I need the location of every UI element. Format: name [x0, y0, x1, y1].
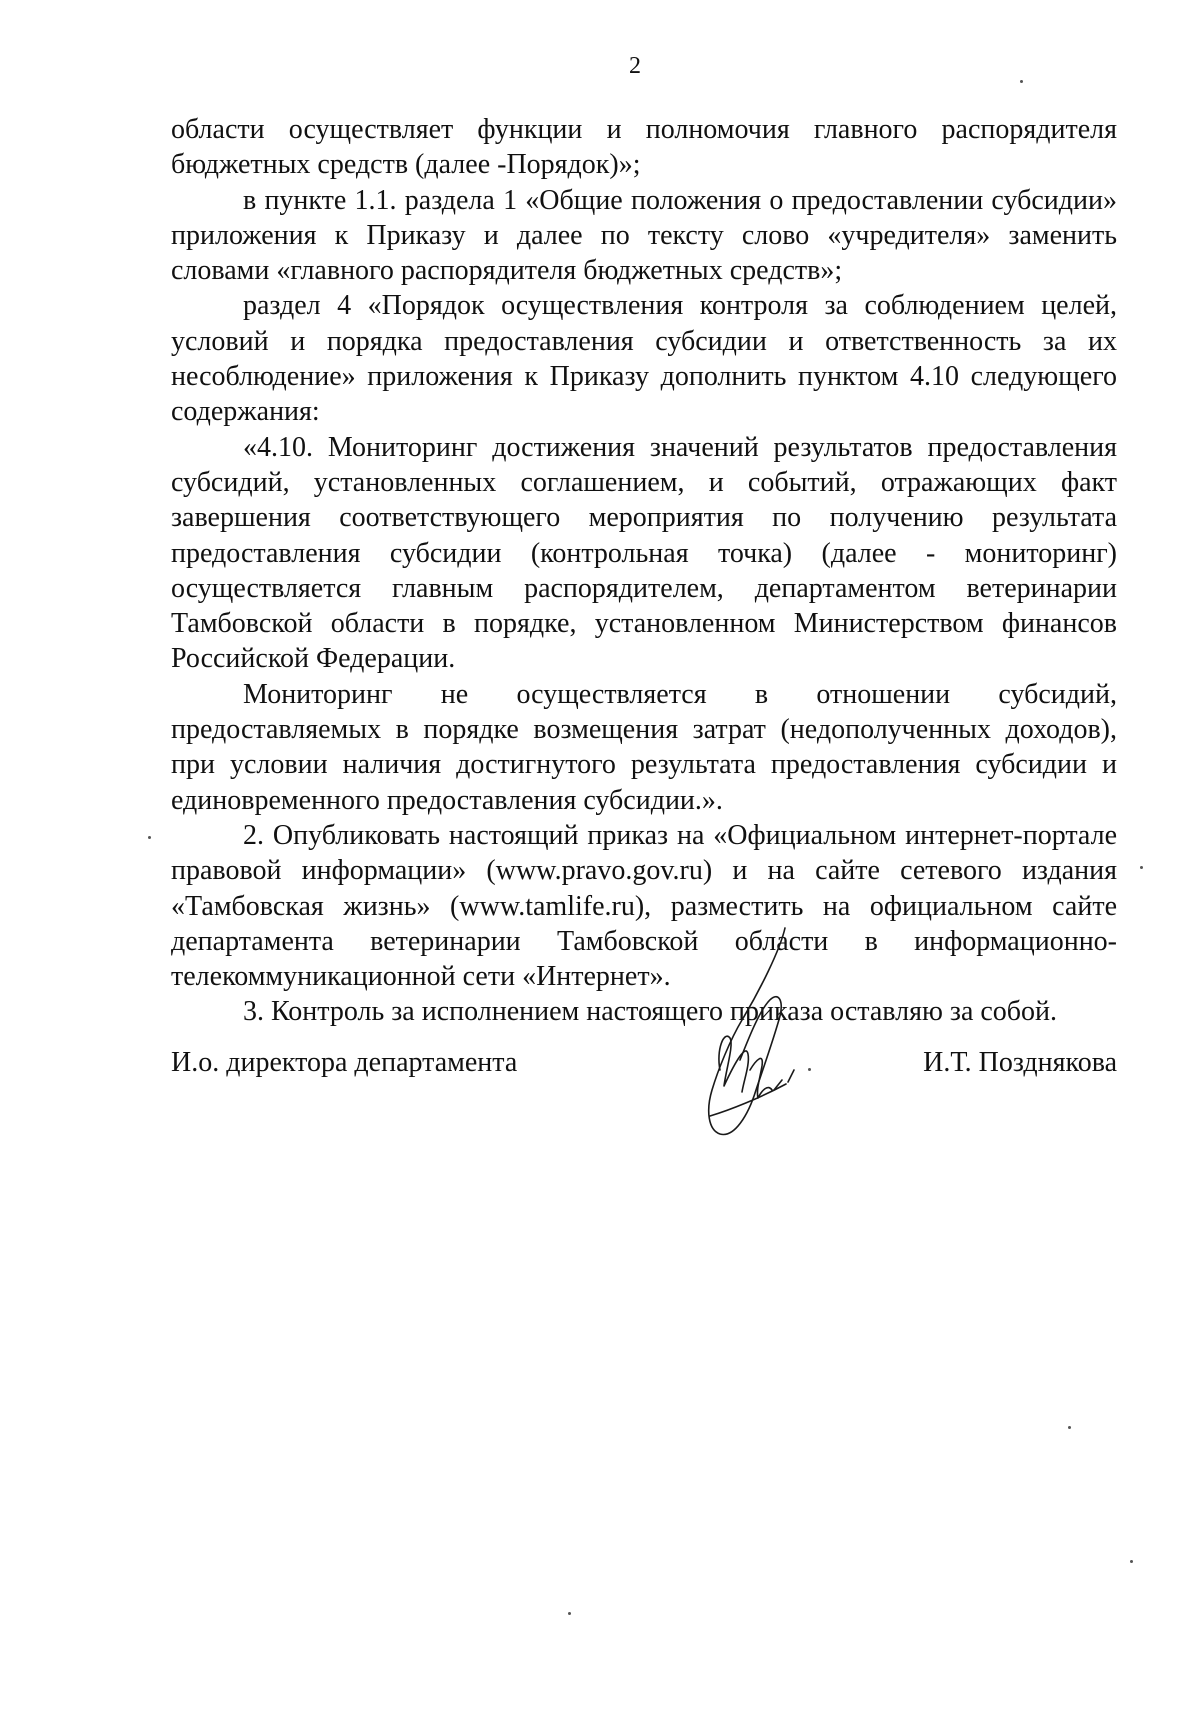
signature-block [171, 1045, 1117, 1085]
paragraph-monitoring-exception: Мониторинг не осуществляется в отношении субсидий, предоставляемых в порядке возмещения затрат (недополученных доходов), при условии наличия достигнутого результата предоставления субсидии и единовременного предоставления субсидии.». [171, 678, 1117, 816]
scan-speck [1130, 1560, 1133, 1563]
scan-speck [1020, 80, 1023, 83]
signer-position: И.о. директора департамента [171, 1047, 518, 1078]
paragraph-section-4: раздел 4 «Порядок осуществления контроля за соблюдением целей, условий и порядка предоставления субсидии и ответственность за их несоблюдение» приложения к Приказу дополнить пунктом 4.10 следующего содержания: [171, 290, 1117, 428]
paragraph-item-4-10: «4.10. Мониторинг достижения значений результатов предоставления субсидий, установленных соглашением, и событий, отражающих факт завершения соответствующего мероприятия по получению результата предоставления субсидии (контрольная точка) (далее - мониторинг) осуществляется главным распорядителем, департаментом ветеринарии Тамбовской области в порядке, установленном Министерством финансов Российской Федерации. [171, 431, 1117, 675]
paragraph-clause-1-1: в пункте 1.1. раздела 1 «Общие положения о предоставлении субсидии» приложения к Приказу и далее по тексту слово «учредителя» заменить словами «главного распорядителя бюджетных средств»; [171, 184, 1117, 287]
signer-name: И.Т. Позднякова [923, 1047, 1117, 1078]
paragraph-continuation: области осуществляет функции и полномочия главного распорядителя бюджетных средств (далее -Порядок)»; [171, 114, 1117, 181]
scan-speck [1140, 866, 1143, 869]
page-number: 2 [629, 53, 641, 79]
scan-speck [148, 836, 151, 839]
scan-speck [568, 1612, 571, 1615]
handwritten-signature [690, 920, 830, 1150]
document-body [171, 112, 1117, 1030]
scan-speck [1068, 1426, 1071, 1429]
paragraph-item-2-publish: 2. Опубликовать настоящий приказ на «Официальном интернет-портале правовой информации» (www.pravo.gov.ru) и на сайте сетевого издания «Тамбовская жизнь» (www.tamlife.ru), разместить на официальном сайте департамента ветеринарии Тамбовской области в информационно-телекоммуникационной сети «Интернет». [171, 819, 1117, 993]
scan-speck [808, 1068, 811, 1071]
paragraph-item-3-control: 3. Контроль за исполнением настоящего приказа оставляю за собой. [243, 996, 1058, 1028]
